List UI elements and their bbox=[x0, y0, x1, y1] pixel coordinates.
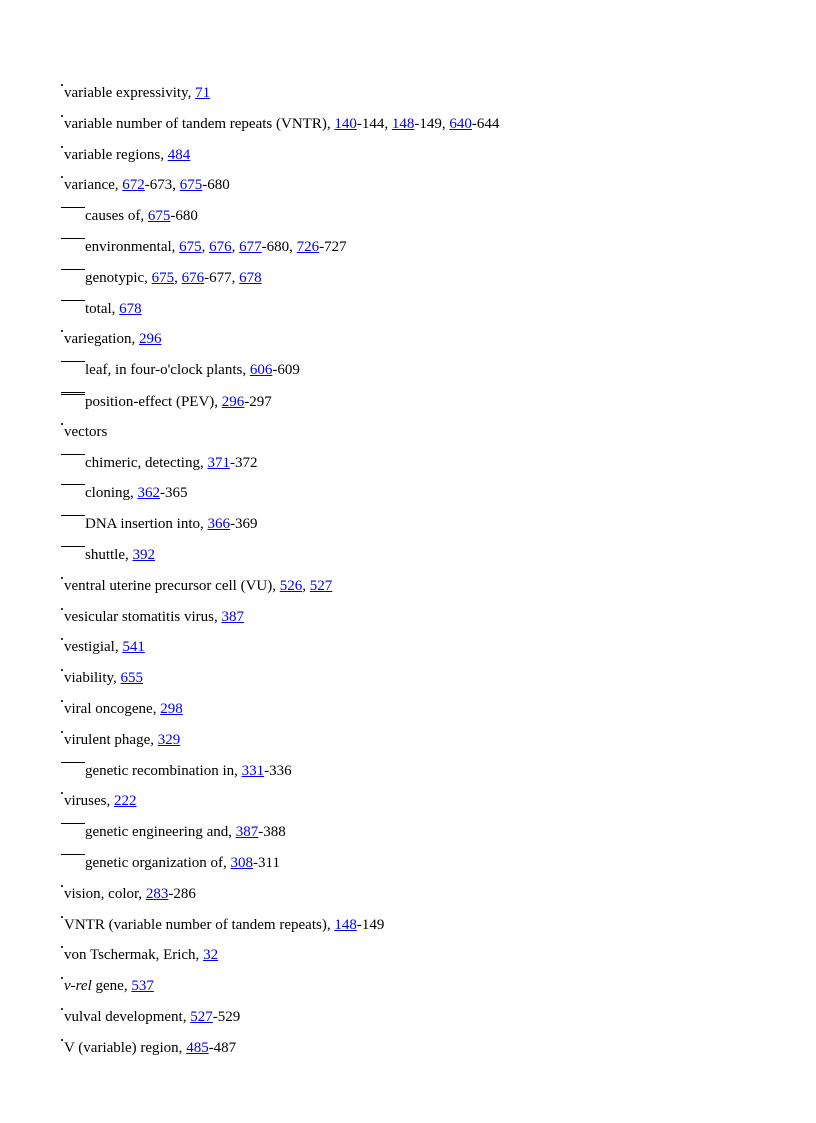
entry-text: vesicular stomatitis virus, bbox=[64, 608, 222, 625]
page-link[interactable]: 675 bbox=[147, 208, 171, 225]
page-link[interactable]: 672 bbox=[122, 177, 145, 194]
entry-text: viral oncogene, bbox=[64, 700, 161, 717]
entry-text: leaf, in four-o'clock plants, bbox=[85, 362, 250, 379]
page-link[interactable]: 331 bbox=[241, 762, 265, 779]
entry-text: virulent phage, bbox=[64, 731, 158, 748]
entry-text: , bbox=[302, 577, 310, 594]
page-link[interactable]: 283 bbox=[145, 885, 169, 902]
page-link[interactable]: 484 bbox=[167, 146, 191, 163]
entry-text: -609 bbox=[272, 362, 300, 379]
index-entry bbox=[61, 84, 781, 115]
index-subentry bbox=[61, 515, 781, 546]
index-entry bbox=[61, 176, 781, 207]
entry-text: V (variable) region, bbox=[64, 1039, 187, 1056]
entry-text: total, bbox=[85, 300, 120, 317]
index-subentry bbox=[61, 269, 781, 300]
entry-text: DNA insertion into, bbox=[85, 516, 208, 533]
index-subentry bbox=[61, 300, 781, 331]
entry-text: -644 bbox=[471, 115, 500, 132]
index-entry bbox=[61, 885, 781, 916]
index-list bbox=[61, 84, 781, 1070]
entry-text: vectors bbox=[64, 423, 108, 440]
entry-text: -487 bbox=[208, 1039, 237, 1056]
page-link[interactable]: 298 bbox=[160, 700, 183, 717]
page-link[interactable]: 362 bbox=[137, 485, 160, 502]
entry-text: -297 bbox=[244, 393, 272, 410]
index-entry bbox=[61, 946, 781, 977]
subentry-dash bbox=[61, 454, 85, 455]
page-link[interactable]: 296 bbox=[221, 393, 245, 410]
page-link[interactable]: 329 bbox=[157, 731, 181, 748]
entry-text: cloning, bbox=[85, 485, 138, 502]
page-link[interactable]: 541 bbox=[122, 639, 145, 656]
subentry-dash bbox=[61, 823, 85, 824]
entry-text: -388 bbox=[258, 824, 286, 841]
entry-text: variable expressivity, bbox=[64, 85, 196, 101]
index-entry bbox=[61, 916, 781, 947]
page-link[interactable]: 140 bbox=[334, 115, 357, 132]
entry-text: -311 bbox=[253, 854, 280, 871]
entry-text: -727 bbox=[319, 238, 347, 255]
index-subentry bbox=[61, 546, 781, 577]
page-link[interactable]: 485 bbox=[186, 1039, 209, 1056]
subentry-dash bbox=[61, 207, 85, 208]
entry-text: variance, bbox=[64, 177, 123, 194]
index-entry bbox=[61, 577, 781, 608]
page-link[interactable]: 387 bbox=[235, 824, 259, 841]
entry-text: shuttle, bbox=[85, 546, 133, 563]
entry-text: -372 bbox=[229, 454, 258, 471]
entry-text: -336 bbox=[264, 762, 292, 779]
entry-text: -680 bbox=[170, 208, 198, 225]
page-link[interactable]: 640 bbox=[449, 115, 472, 132]
entry-text: vestigial, bbox=[64, 639, 123, 656]
entry-text: -365 bbox=[160, 485, 188, 502]
index-entry bbox=[61, 608, 781, 639]
index-entry bbox=[61, 330, 781, 361]
entry-text: causes of, bbox=[85, 208, 148, 225]
entry-text: ventral uterine precursor cell (VU), bbox=[64, 577, 280, 594]
page-link[interactable]: 148 bbox=[391, 115, 415, 132]
index-subentry bbox=[61, 762, 781, 793]
subentry-dash bbox=[61, 484, 85, 485]
index-entry bbox=[61, 731, 781, 762]
entry-text: viability, bbox=[64, 670, 121, 687]
entry-text: chimeric, detecting, bbox=[85, 454, 208, 471]
page-link[interactable]: 726 bbox=[296, 238, 320, 255]
entry-text: environmental, bbox=[85, 238, 180, 255]
entry-text: -677, bbox=[204, 269, 240, 286]
entry-text: -149, bbox=[414, 115, 450, 132]
page-link[interactable]: 527 bbox=[309, 577, 333, 594]
subentry-dash bbox=[61, 361, 85, 362]
page-link[interactable]: 675 bbox=[179, 238, 202, 255]
entry-text: variegation, bbox=[64, 331, 139, 348]
index-subentry bbox=[61, 823, 781, 854]
entry-text: variable number of tandem repeats (VNTR), bbox=[64, 115, 335, 132]
entry-text: -680 bbox=[202, 177, 230, 194]
subentry-dash bbox=[61, 392, 85, 395]
entry-text: vision, color, bbox=[64, 885, 146, 902]
index-entry bbox=[61, 669, 781, 700]
page-link[interactable]: 678 bbox=[119, 300, 142, 317]
entry-text: , bbox=[231, 238, 240, 255]
page-link[interactable]: 148 bbox=[334, 916, 357, 933]
entry-text: genetic engineering and, bbox=[85, 824, 236, 841]
entry-text: -149 bbox=[356, 916, 385, 933]
entry-text: -680, bbox=[261, 238, 297, 255]
index-subentry bbox=[61, 392, 781, 423]
page-link[interactable]: 677 bbox=[239, 238, 262, 255]
page-link[interactable]: 366 bbox=[207, 516, 230, 533]
page-link[interactable]: 675 bbox=[151, 269, 175, 286]
index-subentry bbox=[61, 484, 781, 515]
page-link[interactable]: 308 bbox=[230, 854, 254, 871]
page-link[interactable]: 678 bbox=[239, 269, 262, 286]
index-entry bbox=[61, 638, 781, 669]
page-link[interactable]: 537 bbox=[131, 978, 154, 995]
index-entry bbox=[61, 423, 781, 454]
entry-text: , bbox=[201, 238, 210, 255]
page-link[interactable]: 387 bbox=[221, 608, 244, 625]
subentry-dash bbox=[61, 762, 85, 763]
index-subentry bbox=[61, 854, 781, 885]
index-entry bbox=[61, 146, 781, 177]
entry-text: genetic recombination in, bbox=[85, 762, 242, 779]
entry-text: genotypic, bbox=[85, 269, 152, 286]
page-link[interactable]: 655 bbox=[120, 670, 144, 687]
page-link[interactable]: 71 bbox=[195, 85, 211, 101]
entry-text: von Tschermak, Erich, bbox=[64, 947, 204, 964]
subentry-dash bbox=[61, 546, 85, 547]
index-entry bbox=[61, 977, 781, 1008]
index-subentry bbox=[61, 207, 781, 238]
page-link[interactable]: 32 bbox=[203, 947, 219, 964]
index-subentry bbox=[61, 361, 781, 392]
entry-text: genetic organization of, bbox=[85, 854, 231, 871]
entry-text: -286 bbox=[168, 885, 196, 902]
page-link[interactable]: 526 bbox=[279, 577, 303, 594]
index-subentry bbox=[61, 238, 781, 269]
page-link[interactable]: 392 bbox=[132, 546, 155, 563]
entry-text: -673, bbox=[144, 177, 180, 194]
entry-text: vulval development, bbox=[64, 1008, 191, 1025]
page-link[interactable]: 675 bbox=[179, 177, 203, 194]
page-link[interactable]: 676 bbox=[181, 269, 205, 286]
subentry-dash bbox=[61, 515, 85, 516]
entry-text: gene, bbox=[91, 978, 132, 995]
term-italic: v-rel bbox=[64, 978, 92, 995]
page-link[interactable]: 371 bbox=[207, 454, 230, 471]
entry-text: variable regions, bbox=[64, 146, 168, 163]
page-link[interactable]: 676 bbox=[209, 238, 232, 255]
entry-text: -144, bbox=[356, 115, 392, 132]
entry-text: position-effect (PEV), bbox=[85, 393, 222, 410]
subentry-dash bbox=[61, 854, 85, 855]
entry-text: VNTR (variable number of tandem repeats), bbox=[64, 916, 335, 933]
page-link[interactable]: 222 bbox=[114, 793, 137, 810]
subentry-dash bbox=[61, 269, 85, 270]
index-entry bbox=[61, 115, 781, 146]
index-entry bbox=[61, 792, 781, 823]
index-entry bbox=[61, 1039, 781, 1070]
page-link[interactable]: 606 bbox=[249, 362, 273, 379]
index-entry bbox=[61, 700, 781, 731]
index-entry bbox=[61, 1008, 781, 1039]
entry-text: -369 bbox=[230, 516, 258, 533]
page-link[interactable]: 296 bbox=[138, 331, 162, 348]
entry-text: , bbox=[174, 269, 182, 286]
entry-text: -529 bbox=[212, 1008, 241, 1025]
subentry-dash bbox=[61, 238, 85, 239]
entry-text: viruses, bbox=[64, 793, 114, 810]
page-link[interactable]: 527 bbox=[190, 1008, 213, 1025]
index-subentry bbox=[61, 454, 781, 485]
subentry-dash bbox=[61, 300, 85, 301]
